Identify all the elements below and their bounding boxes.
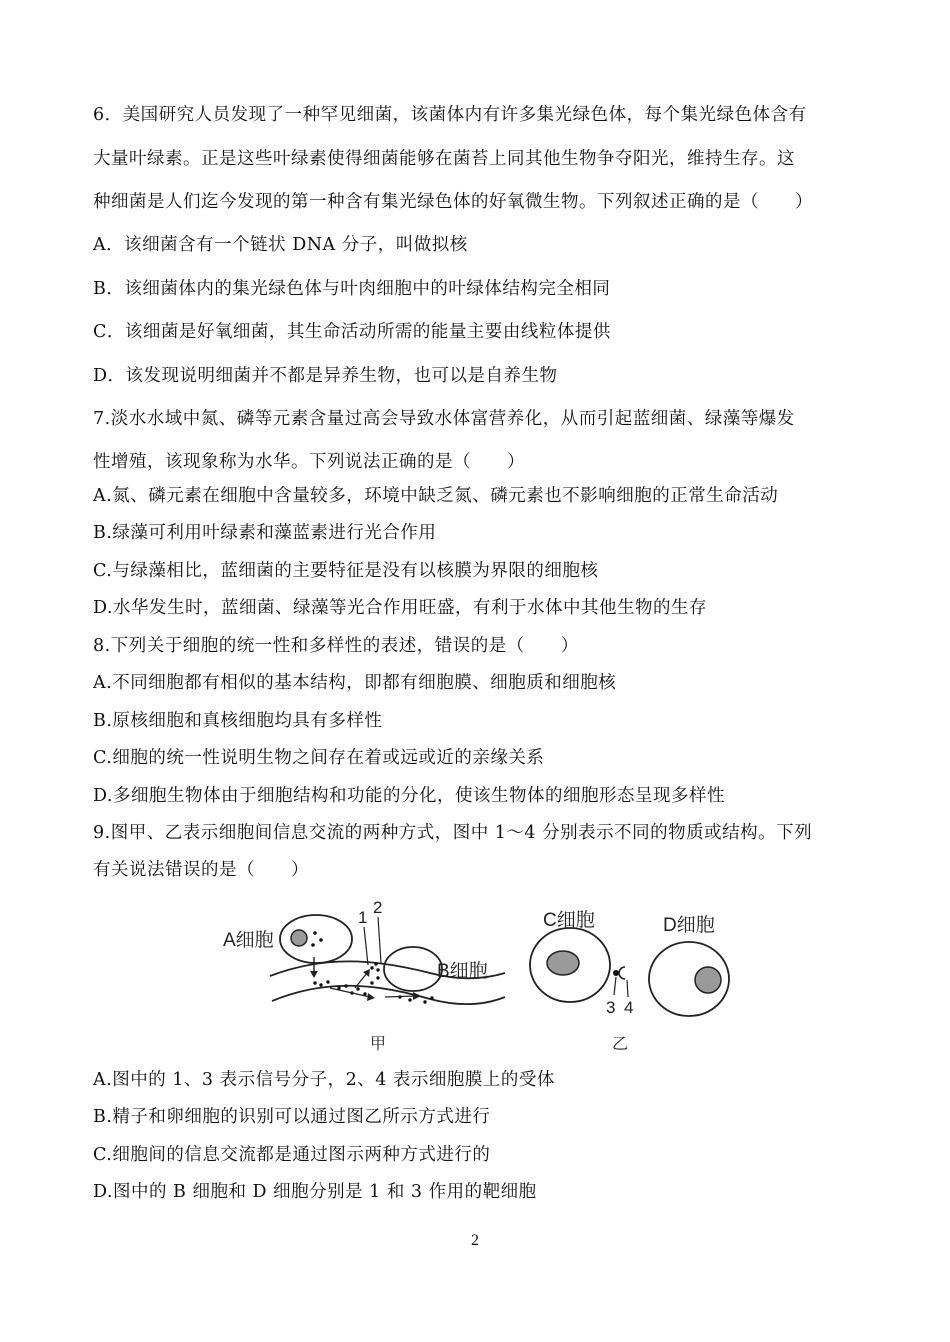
cell-c-nucleus	[547, 951, 579, 975]
q7-option-a: A.氮、磷元素在细胞中含量较多，环境中缺乏氮、磷元素也不影响细胞的正常生命活动	[93, 486, 779, 506]
q7-option-b: B.绿藻可利用叶绿素和藻蓝素进行光合作用	[93, 523, 437, 543]
q6-stem-line-3: 种细菌是人们迄今发现的第一种含有集光绿色体的好氧微生物。下列叙述正确的是（ ）	[93, 192, 813, 212]
q9-stem-line-1: 9.图甲、乙表示细胞间信息交流的两种方式，图中 1～4 分别表示不同的物质或结构。下列	[93, 823, 813, 843]
q7-option-d: D.水华发生时，蓝细菌、绿藻等光合作用旺盛，有利于水体中其他生物的生存	[93, 598, 707, 618]
q8-option-c: C.细胞的统一性说明生物之间存在着或远或近的亲缘关系	[93, 748, 545, 768]
q8-option-d: D.多细胞生物体由于细胞结构和功能的分化，使该生物体的细胞形态呈现多样性	[93, 786, 725, 806]
caption-jia: 甲	[370, 1036, 387, 1053]
label-2: 2	[373, 898, 383, 917]
q6-option-b: B．该细菌体内的集光绿色体与叶肉细胞中的叶绿体结构完全相同	[93, 279, 611, 299]
cell-d-nucleus	[695, 967, 721, 993]
q9-option-a: A.图中的 1、3 表示信号分子，2、4 表示细胞膜上的受体	[93, 1070, 555, 1090]
cell-c-label: C细胞	[543, 910, 595, 931]
q6-option-a: A．该细菌含有一个链状 DNA 分子，叫做拟核	[93, 235, 468, 255]
q9-stem-line-2: 有关说法错误的是（ ）	[93, 860, 309, 880]
label-3: 3	[606, 998, 616, 1017]
q7-stem-line-2: 性增殖，该现象称为水华。下列说法正确的是（ ）	[93, 452, 525, 472]
q6-stem-line-2: 大量叶绿素。正是这些叶绿素使得细菌能够在菌苔上同其他生物争夺阳光，维持生存。这	[93, 149, 795, 169]
cell-d-label: D细胞	[663, 915, 715, 936]
label-4: 4	[624, 998, 634, 1017]
q7-stem-line-1: 7.淡水水域中氮、磷等元素含量过高会导致水体富营养化，从而引起蓝细菌、绿藻等爆发	[93, 409, 795, 429]
q8-option-b: B.原核细胞和真核细胞均具有多样性	[93, 711, 383, 731]
q9-option-c: C.细胞间的信息交流都是通过图示两种方式进行的	[93, 1145, 491, 1165]
cell-b-label: B细胞	[437, 961, 488, 982]
blood-vessel-lower-wall	[272, 986, 505, 1004]
q6-stem-line-1: 6．美国研究人员发现了一种罕见细菌，该菌体内有许多集光绿色体，每个集光绿色体含有	[93, 105, 807, 125]
q6-option-d: D．该发现说明细菌并不都是异养生物，也可以是自养生物	[93, 366, 558, 386]
q6-option-c: C．该细菌是好氧细菌，其生命活动所需的能量主要由线粒体提供	[93, 322, 611, 342]
q8-stem-line-1: 8.下列关于细胞的统一性和多样性的表述，错误的是（ ）	[93, 636, 579, 656]
label-1: 1	[358, 908, 368, 927]
cell-a-label: A细胞	[223, 930, 274, 951]
cell-signaling-figure	[215, 893, 735, 1053]
q9-option-d: D.图中的 B 细胞和 D 细胞分别是 1 和 3 作用的靶细胞	[93, 1182, 537, 1202]
page-number: 2	[471, 1232, 479, 1249]
q7-option-c: C.与绿藻相比，蓝细菌的主要特征是没有以核膜为界限的细胞核	[93, 561, 599, 581]
caption-yi: 乙	[612, 1036, 629, 1053]
cell-a-nucleus	[291, 930, 307, 946]
q9-option-b: B.精子和卵细胞的识别可以通过图乙所示方式进行	[93, 1107, 491, 1127]
q8-option-a: A.不同细胞都有相似的基本结构，即都有细胞膜、细胞质和细胞核	[93, 673, 617, 693]
